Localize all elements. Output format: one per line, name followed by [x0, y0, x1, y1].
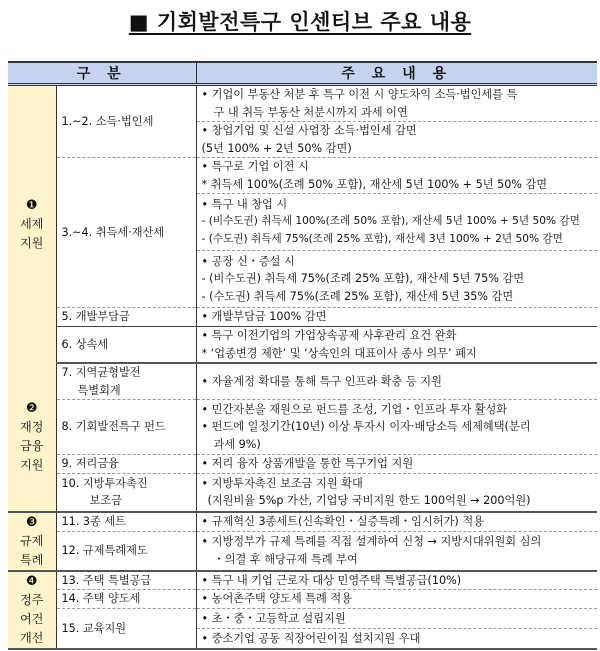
- table-row: [8, 571, 597, 590]
- row-content: • 특구 내 창업 시 - (비수도권) 취득세 100%(조례 50% 포함), 재산세 5년 100% + 5년 50% 감면 - (수도권) 취득세 75%(조례 25% 포함), 재산세 3년 100% + 2년 50% 감면: [196, 194, 597, 251]
- row-content: • 저리 융자 상품개발을 통한 특구기업 지원: [196, 455, 597, 474]
- row-content: • 농어촌주택 양도세 특례 적용: [196, 590, 597, 609]
- row-label: 14. 주택 양도세: [56, 590, 196, 609]
- row-label: 7. 지역균형발전 특별회계: [56, 363, 196, 400]
- row-content: • 특구 내 기업 근로자 대상 민영주택 특별공급(10%): [196, 571, 597, 590]
- row-content: • 지방투자촉진 보조금 지원 확대 (지원비율 5%p 가산, 기업당 국비지원 한도 100억원 → 200억원): [196, 474, 597, 512]
- number-1-icon: ❶: [25, 198, 38, 213]
- row-label: 8. 기회발전특구 펀드: [56, 400, 196, 455]
- row-content: • 규제혁신 3종세트(신속확인・실증특례・임시허가) 적용: [196, 512, 597, 532]
- row-content: • 중소기업 공동 직장어린이집 설치지원 우대: [196, 629, 597, 649]
- row-label: 11. 3종 세트: [56, 512, 196, 532]
- row-content: • 특구로 기업 이전 시 * 취득세 100%(조례 50% 포함), 재산세 5년 100% + 5년 50% 감면: [196, 158, 597, 194]
- table-row: [8, 308, 597, 327]
- row-label: 6. 상속세: [56, 327, 196, 364]
- number-2-icon: ❷: [25, 400, 38, 416]
- header-category: 구 분: [8, 62, 196, 85]
- table-row: [8, 158, 597, 194]
- row-content: • 지방정부가 규제 특례를 직접 설계하여 신청 → 지방시대위원회 심의 ・의결 후 해당규제 특례 부여: [196, 532, 597, 571]
- row-label: 9. 저리금융: [56, 455, 196, 474]
- row-label: 12. 규제특례제도: [56, 532, 196, 571]
- table-row: [8, 590, 597, 609]
- row-label: 15. 교육지원: [56, 609, 196, 649]
- number-3-icon: ❸: [25, 514, 38, 530]
- table-row: [8, 400, 597, 455]
- table-header: [8, 62, 597, 85]
- row-content: • 공장 신・증설 시 - (비수도권) 취득세 75%(조례 25% 포함), 재산세 5년 75% 감면 - (수도권) 취득세 75%(조례 25% 포함), 재산세 5년 35% 감면: [196, 251, 597, 308]
- row-label: 1.~2. 소득·법인세: [56, 85, 196, 158]
- row-label: 13. 주택 특별공급: [56, 571, 196, 590]
- row-content: • 민간자본을 재원으로 펀드를 조성, 기업・인프라 투자 활성화 • 펀드에 일정기간(10년) 이상 투자시 이자·배당소득 세제혜택(분리 과세 9%): [196, 400, 597, 455]
- table-row: [8, 85, 597, 122]
- table-row: [8, 512, 597, 532]
- row-content: • 초・중・고등학교 설립지원: [196, 609, 597, 629]
- table-row: [8, 609, 597, 629]
- header-content: 주 요 내 용: [196, 62, 597, 85]
- table-row: [8, 532, 597, 571]
- row-content: • 기업이 부동산 처분 후 특구 이전 시 양도차익 소득·법인세를 특 구 내 취득 부동산 처분시까지 과세 이연: [196, 85, 597, 122]
- row-content: • 창업기업 및 신설 사업장 소득·법인세 감면 (5년 100% + 2년 50% 감면): [196, 122, 597, 158]
- row-content: • 개발부담금 100% 감면: [196, 308, 597, 327]
- row-label: 5. 개발부담금: [56, 308, 196, 327]
- page-title: ■ 기회발전특구 인센티브 주요 내용: [128, 10, 472, 34]
- group-tax-support: ❶ 세제 지원: [8, 85, 56, 364]
- table-row: [8, 327, 597, 364]
- table-row: [8, 363, 597, 400]
- table-row: [8, 455, 597, 474]
- group-finance-support: ❷ 재정 금융 지원: [8, 363, 56, 512]
- row-content: • 자율계정 확대를 통해 특구 인프라 확충 등 지원: [196, 363, 597, 400]
- row-label: 3.~4. 취득세·재산세: [56, 158, 196, 308]
- number-4-icon: ❹: [25, 573, 38, 589]
- group-regulation-special: ❸ 규제 특례: [8, 512, 56, 571]
- table-row: [8, 474, 597, 512]
- row-content: • 특구 이전기업의 가업상속공제 사후관리 요건 완화 * ‘업종변경 제한’ 및 ‘상속인의 대표이사 종사 의무’ 폐지: [196, 327, 597, 364]
- group-living-conditions: ❹ 정주 여건 개선: [8, 571, 56, 649]
- row-label: 10. 지방투자촉진 보조금: [56, 474, 196, 512]
- incentive-table: [8, 61, 597, 650]
